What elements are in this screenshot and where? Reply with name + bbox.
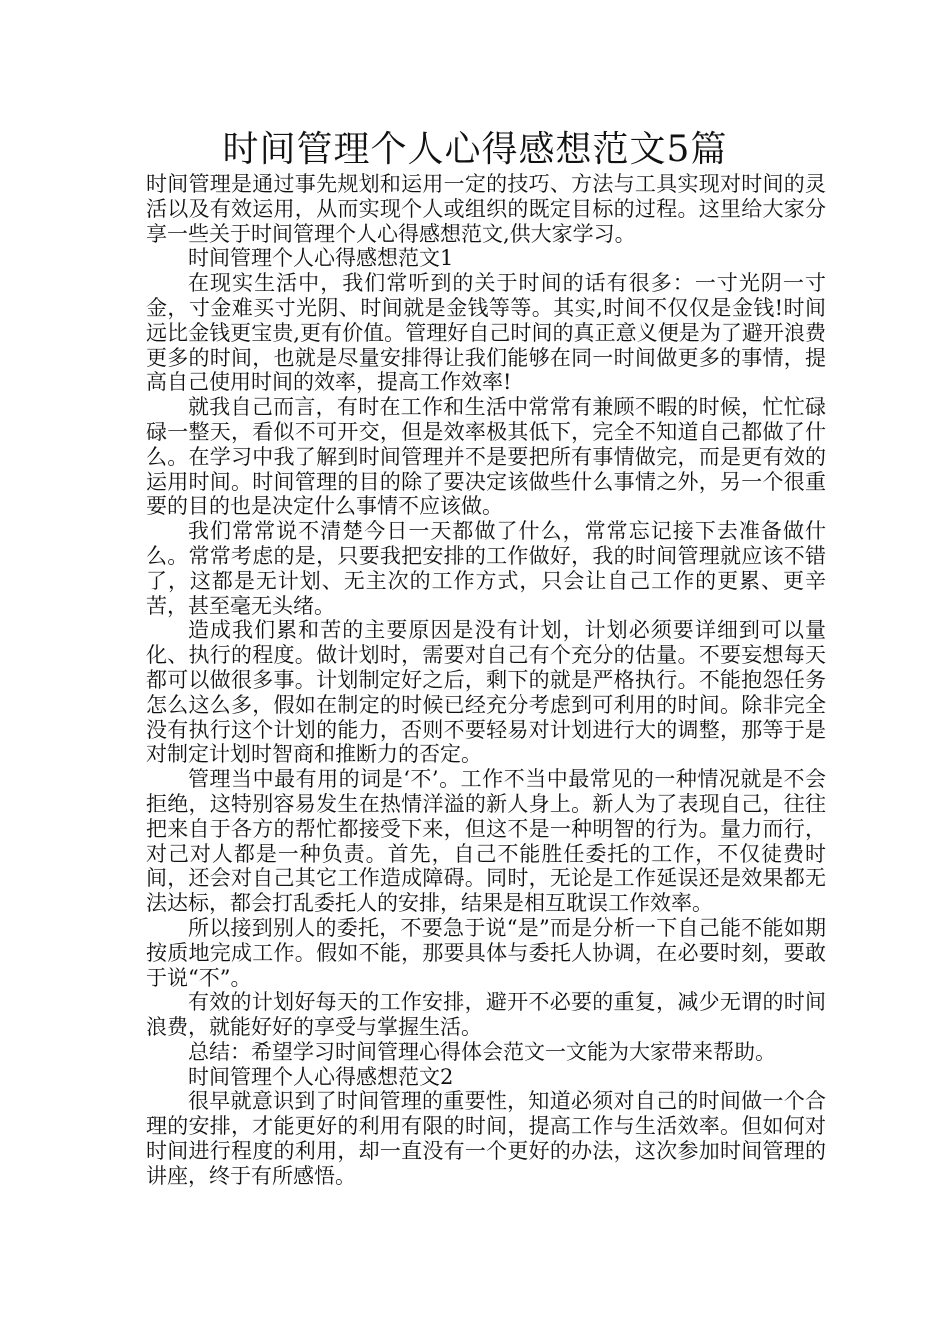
- document-title: 时间管理个人心得感想范文5篇: [222, 129, 728, 170]
- paragraph: 就我自己而言，有时在工作和生活中常常有兼顾不暇的时候，忙忙碌碌一整天，看似不可开交，但是效率极其低下，完全不知道自己都做了什么。在学习中我了解到时间管理并不是要把所有事情做完，而是更有效的运用时间。时间管理的目的除了要决定该做些什么事情之外，另一个很重要的目的也是决定什么事情不应该做。: [146, 395, 826, 519]
- section-heading-1: 时间管理个人心得感想范文1: [188, 246, 454, 271]
- paragraph: 我们常常说不清楚今日一天都做了什么，常常忘记接下去准备做什么。常常考虑的是，只要我把安排的工作做好，我的时间管理就应该不错了，这都是无计划、无主次的工作方式，只会让自己工作的更累、更辛苦，甚至毫无头绪。: [146, 519, 826, 618]
- paragraph: 在现实生活中，我们常听到的关于时间的话有很多：一寸光阴一寸金，寸金难买寸光阴、时间就是金钱等等。其实,时间不仅仅是金钱!时间远比金钱更宝贵,更有价值。管理好自己时间的真正意义便是为了避开浪费更多的时间，也就是尽量安排得让我们能够在同一时间做更多的事情，提高自己使用时间的效率，提高工作效率!: [146, 271, 826, 395]
- section-heading-2: 时间管理个人心得感想范文2: [188, 1064, 454, 1089]
- paragraph-summary: 总结：希望学习时间管理心得体会范文一文能为大家带来帮助。: [188, 1039, 776, 1064]
- paragraph: 管理当中最有用的词是‘不’。工作不当中最常见的一种情况就是不会拒绝，这特别容易发生在热情洋溢的新人身上。新人为了表现自己，往往把来自于各方的帮忙都接受下来，但这不是一种明智的行为。量力而行，对己对人都是一种负责。首先，自己不能胜任委托的工作，不仅徒费时间，还会对自己其它工作造成障碍。同时，无论是工作延误还是效果都无法达标，都会打乱委托人的安排，结果是相互耽误工作效率。: [146, 767, 826, 916]
- document-body: [146, 172, 826, 1189]
- paragraph: 造成我们累和苦的主要原因是没有计划，计划必须要详细到可以量化、执行的程度。做计划时，需要对自己有个充分的估量。不要妄想每天都可以做很多事。计划制定好之后，剩下的就是严格执行。不能抱怨任务怎么这么多，假如在制定的时候已经充分考虑到可利用的时间。除非完全没有执行这个计划的能力，否则不要轻易对计划进行大的调整，那等于是对制定计划时智商和推断力的否定。: [146, 618, 826, 767]
- paragraph: 有效的计划好每天的工作安排，避开不必要的重复，减少无谓的时间浪费，就能好好的享受与掌握生活。: [146, 990, 826, 1040]
- paragraph-intro: 时间管理是通过事先规划和运用一定的技巧、方法与工具实现对时间的灵活以及有效运用，从而实现个人或组织的既定目标的过程。这里给大家分享一些关于时间管理个人心得感想范文,供大家学习。: [146, 172, 826, 246]
- paragraph: 所以接到别人的委托，不要急于说“是”而是分析一下自己能不能如期按质地完成工作。假如不能，那要具体与委托人协调，在必要时刻，要敢于说“不”。: [146, 915, 826, 990]
- paragraph: 很早就意识到了时间管理的重要性，知道必须对自己的时间做一个合理的安排，才能更好的利用有限的时间，提高工作与生活效率。但如何对时间进行程度的利用，却一直没有一个更好的办法，这次参加时间管理的讲座，终于有所感悟。: [146, 1089, 826, 1188]
